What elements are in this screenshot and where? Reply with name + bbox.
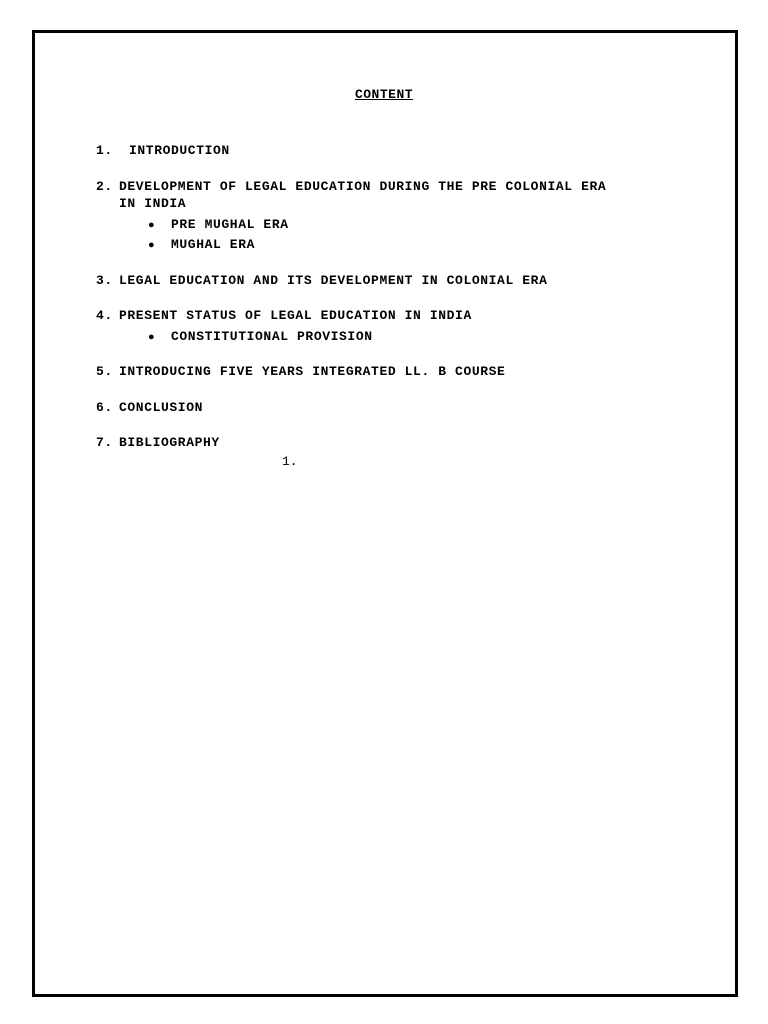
toc-item-label: CONCLUSION [119,400,204,415]
toc-subitem-mughal-era [148,237,255,252]
toc-item-introduction [96,143,230,158]
toc-item-label: BIBLIOGRAPHY [119,435,220,450]
toc-item-label: DEVELOPMENT OF LEGAL EDUCATION DURING THE PRE COLONIAL ERA [119,179,607,194]
toc-subitem-pre-mughal-era [148,217,289,232]
toc-subitem-label: MUGHAL ERA [171,237,256,252]
toc-item-conclusion [96,400,203,415]
toc-subitem-label: CONSTITUTIONAL PROVISION [171,329,373,344]
page-title: CONTENT [354,87,414,102]
toc-item-label: INTRODUCING FIVE YEARS INTEGRATED LL. B COURSE [119,364,506,379]
toc-item-label: INTRODUCTION [129,143,230,158]
toc-item-number: 7. [96,435,113,450]
toc-item-label: PRESENT STATUS OF LEGAL EDUCATION IN INDIA [119,308,472,323]
toc-item-number: 2. [96,179,113,194]
toc-item-present-status [96,308,472,323]
toc-item-colonial-era [96,273,547,288]
toc-item-bibliography [96,435,220,450]
toc-item-number: 3. [96,273,113,288]
toc-item-five-year-llb [96,364,505,379]
bullet-icon: ● [148,332,156,344]
toc-item-number: 5. [96,364,113,379]
page-number: 1. [282,454,298,469]
page-border [32,30,738,997]
toc-item-number: 1. [96,143,113,158]
toc-item-pre-colonial-development [96,179,606,194]
toc-item-number: 4. [96,308,113,323]
bullet-icon: ● [148,240,156,252]
toc-item-label: LEGAL EDUCATION AND ITS DEVELOPMENT IN COLONIAL ERA [119,273,548,288]
toc-subitem-label: PRE MUGHAL ERA [171,217,289,232]
toc-item-continuation: IN INDIA [119,196,187,211]
toc-item-number: 6. [96,400,113,415]
toc-subitem-constitutional-provision [148,329,373,344]
bullet-icon: ● [148,220,156,232]
